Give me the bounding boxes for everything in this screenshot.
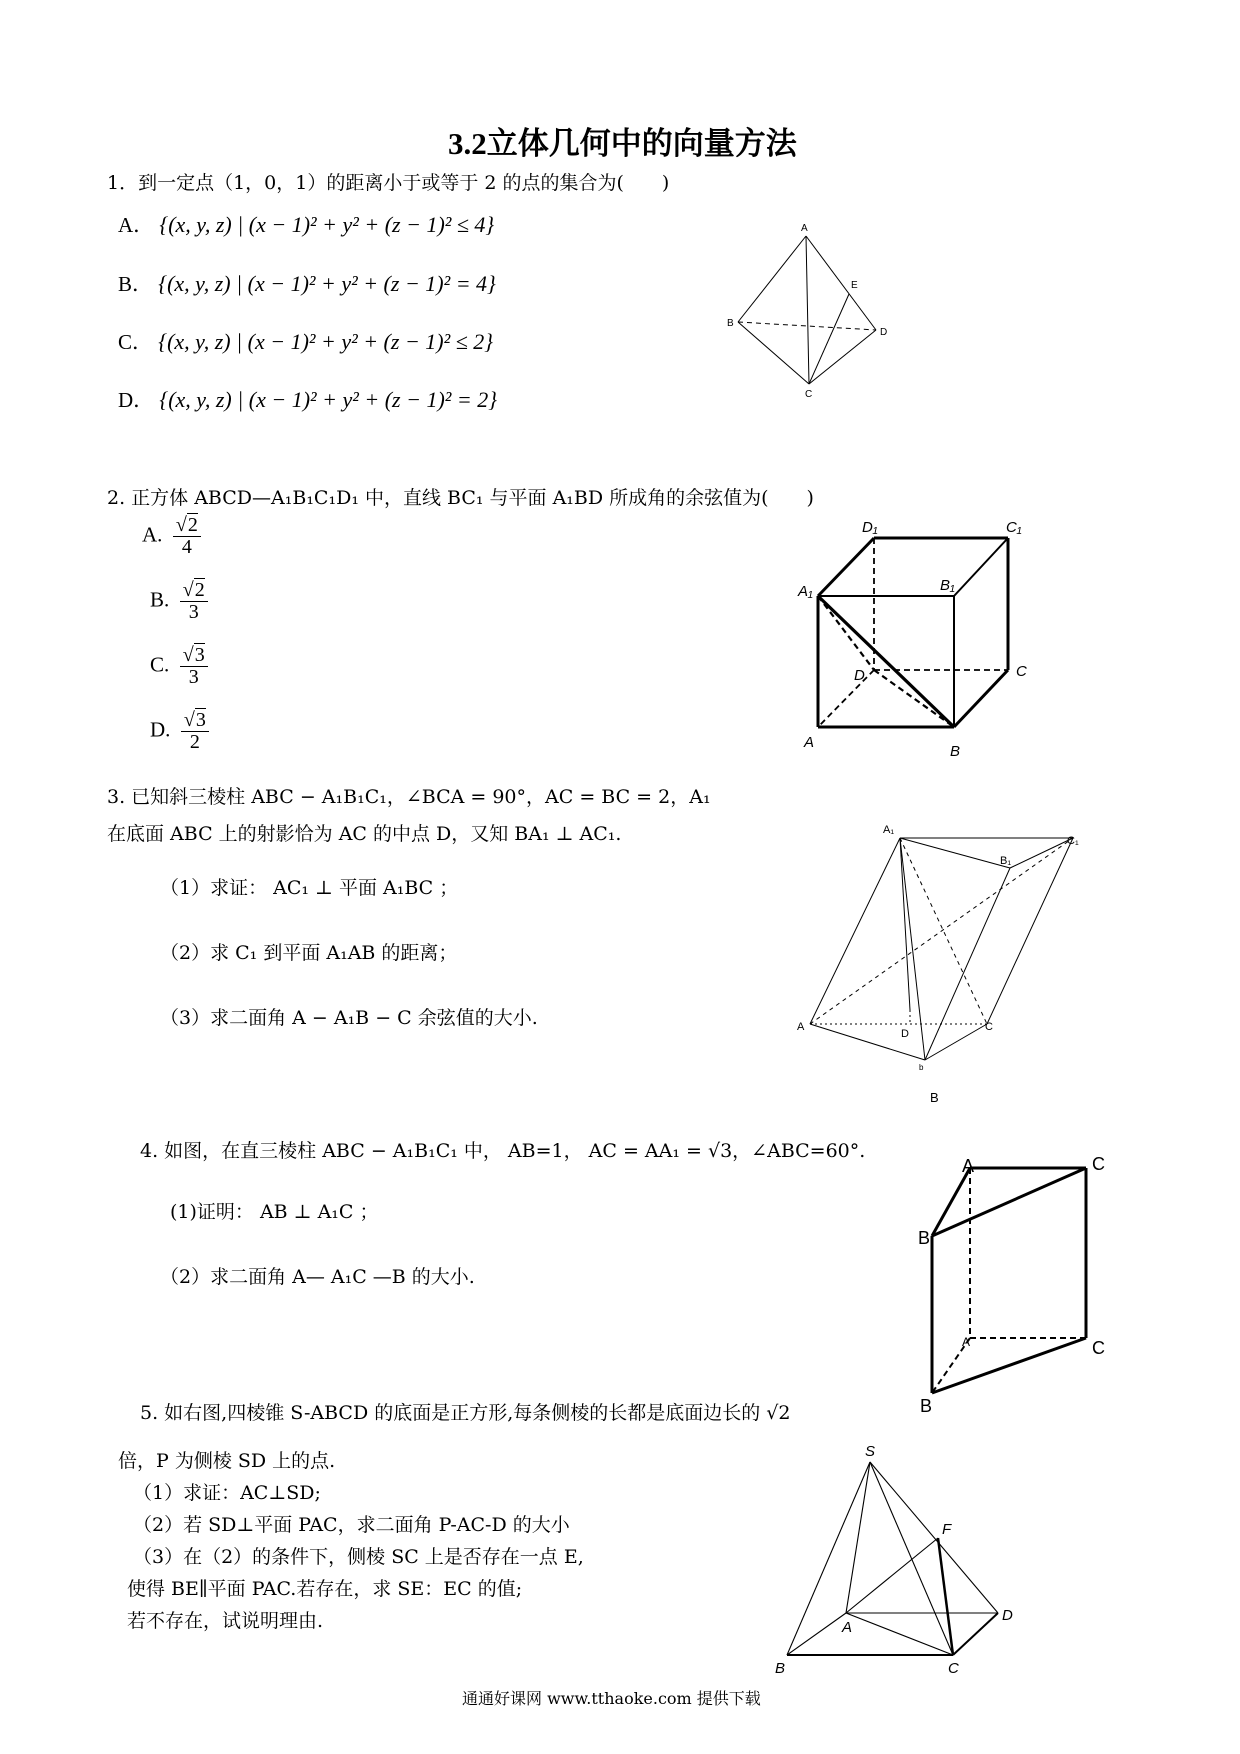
q5-pyramid-figure	[770, 1440, 1030, 1685]
q2-label-d: D	[854, 667, 865, 684]
q2-option-a: A. $\frac{√2}{4}$	[142, 515, 201, 558]
q5-stem-line2: 倍，P 为侧棱 SD 上的点.	[118, 1450, 336, 1472]
q2-label-a1: A₁	[798, 583, 813, 600]
q4-part-1: (1)证明： AB ⊥ A₁C ；	[170, 1201, 379, 1223]
q5-stem-line1: 5. 如右图,四棱锥 S-ABCD 的底面是正方形,每条侧棱的长都是底面边长的 √2	[140, 1402, 791, 1424]
q2-label-c: C	[1016, 663, 1027, 680]
q5-part-1: （1）求证：AC⊥SD;	[133, 1482, 321, 1504]
q5-label-f: F	[942, 1521, 952, 1538]
q3-stem-line2: 在底面 ABC 上的射影恰为 AC 的中点 D，又知 BA₁ ⊥ AC₁.	[107, 823, 622, 845]
q1-tetrahedron-figure	[720, 222, 910, 400]
q5-label-d: D	[1002, 1607, 1013, 1624]
q5-part-3-cont2: 若不存在，试说明理由.	[127, 1610, 324, 1632]
q4-label-a1: A	[962, 1156, 975, 1176]
q1-label-e: E	[851, 280, 858, 291]
page-title: 3.2立体几何中的向量方法	[448, 126, 797, 161]
q2-label-d1: D₁	[862, 519, 878, 536]
q2-option-c: C. $\frac{√3}{3}$	[150, 645, 208, 688]
q2-option-d: D. $\frac{√3}{2}$	[150, 710, 209, 753]
q3-label-a: A	[797, 1021, 805, 1033]
q5-part-2: （2）若 SD⊥平面 PAC，求二面角 P-AC-D 的大小	[133, 1514, 570, 1536]
q4-label-b: B	[920, 1396, 933, 1416]
q5-part-3-cont: 使得 BE∥平面 PAC.若存在，求 SE：EC 的值;	[127, 1578, 523, 1600]
q1-option-a: A． {(x, y, z) | (x − 1)² + y² + (z − 1)² ≤ 4}	[118, 212, 495, 237]
q3-stem-line1: 3. 已知斜三棱柱 ABC − A₁B₁C₁，∠BCA = 90°，AC = BC = 2，A₁	[107, 786, 711, 808]
q4-label-c1: C	[1092, 1154, 1105, 1174]
q1-label-c: C	[805, 389, 813, 400]
q4-label-a: A	[962, 1335, 971, 1349]
q4-stem: 4. 如图，在直三棱柱 ABC − A₁B₁C₁ 中， AB=1， AC = AA₁ = √3，∠ABC=60°.	[140, 1140, 866, 1162]
q1-label-d: D	[880, 327, 888, 338]
q3-label-d: D	[901, 1028, 909, 1040]
q4-prism-figure	[918, 1148, 1118, 1418]
q3-prism-figure	[795, 820, 1095, 1105]
q1-option-d: D． {(x, y, z) | (x − 1)² + y² + (z − 1)² = 2}	[118, 387, 498, 412]
q2-label-b1: B₁	[940, 577, 955, 594]
q5-part-3: （3）在（2）的条件下，侧棱 SC 上是否存在一点 E,	[133, 1546, 584, 1568]
q1-stem: 1．到一定点（1，0，1）的距离小于或等于 2 的点的集合为( )	[107, 172, 670, 194]
q2-label-b: B	[950, 743, 961, 760]
q3-label-c: C	[985, 1021, 993, 1033]
q3-part-3: （3）求二面角 A − A₁B − C 余弦值的大小.	[160, 1007, 538, 1029]
q5-label-a: A	[842, 1619, 853, 1636]
q2-cube-figure	[790, 510, 1050, 770]
q1-option-b: B． {(x, y, z) | (x − 1)² + y² + (z − 1)² = 4}	[118, 271, 496, 296]
q1-label-a: A	[801, 223, 808, 234]
q1-label-b: B	[727, 318, 734, 329]
q5-label-b: B	[775, 1660, 786, 1677]
q3-part-1: （1）求证： AC₁ ⊥ 平面 A₁BC ；	[160, 877, 459, 899]
q3-label-b1: B₁	[1000, 855, 1012, 867]
q4-label-b1: B	[918, 1228, 931, 1248]
q2-stem: 2. 正方体 ABCD—A₁B₁C₁D₁ 中，直线 BC₁ 与平面 A₁BD 所成角的余弦值为( )	[107, 487, 814, 509]
q3-label-b: B	[930, 1090, 939, 1105]
q2-label-a: A	[804, 734, 815, 751]
q3-label-b-small: b	[919, 1063, 924, 1072]
q3-label-c1: C₁	[1067, 835, 1079, 847]
q5-label-s: S	[865, 1443, 876, 1460]
q3-part-2: （2）求 C₁ 到平面 A₁AB 的距离；	[160, 942, 458, 964]
page-footer: 通通好课网 www.tthaoke.com 提供下载	[462, 1689, 761, 1708]
q4-label-c: C	[1092, 1338, 1105, 1358]
q2-option-b: B. $\frac{√2}{3}$	[150, 580, 208, 623]
q4-part-2: （2）求二面角 A— A₁C —B 的大小.	[160, 1266, 475, 1288]
q3-label-a1: A₁	[883, 824, 895, 836]
q2-label-c1: C₁	[1006, 519, 1022, 536]
q5-label-c: C	[948, 1660, 959, 1677]
q1-option-c: C． {(x, y, z) | (x − 1)² + y² + (z − 1)² ≤ 2}	[118, 329, 494, 354]
